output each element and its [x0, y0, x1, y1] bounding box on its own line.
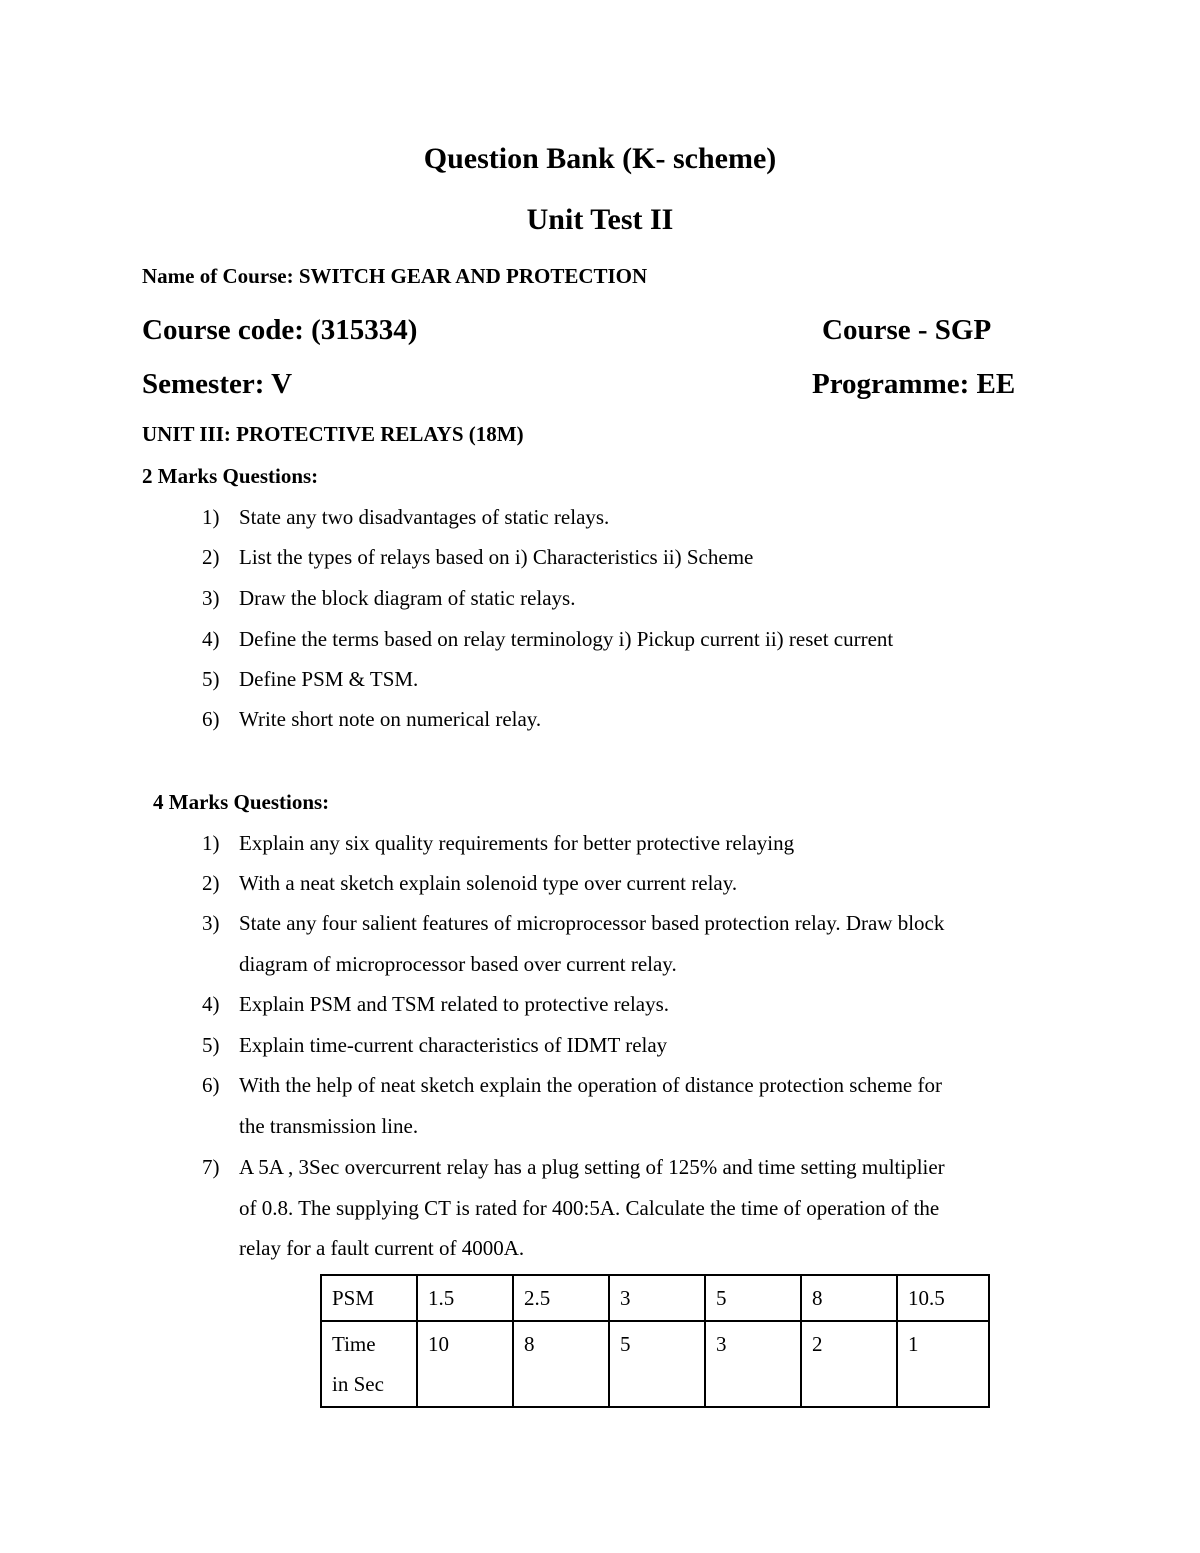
table-cell: 10.5 [897, 1275, 989, 1321]
document-subtitle: Unit Test II [526, 203, 674, 236]
question-text: Explain time-current characteristics of IDMT relay [239, 1033, 668, 1057]
table-row [321, 1321, 989, 1407]
question-text: Explain any six quality requirements for better protective relaying [239, 831, 795, 855]
question-text: Draw the block diagram of static relays. [239, 586, 576, 610]
course-short: Course - SGP [822, 314, 992, 346]
table-cell: 3 [609, 1275, 705, 1321]
semester: Semester: V [142, 368, 293, 400]
question-text: Define PSM & TSM. [239, 667, 419, 691]
table-cell: 2 [801, 1321, 897, 1407]
question-number: 3) [202, 911, 220, 935]
question-text: A 5A , 3Sec overcurrent relay has a plug setting of 125% and time setting multiplier [239, 1155, 945, 1179]
question-number: 4) [202, 992, 220, 1016]
table-cell: 8 [513, 1321, 609, 1407]
question-text: Define the terms based on relay terminology i) Pickup current ii) reset current [239, 627, 894, 651]
question-number: 2) [202, 545, 220, 569]
table-cell-line: in Sec [332, 1372, 384, 1396]
question-text: relay for a fault current of 4000A. [239, 1236, 525, 1260]
question-text: of 0.8. The supplying CT is rated for 400:5A. Calculate the time of operation of the [239, 1196, 940, 1220]
question-number: 1) [202, 831, 220, 855]
course-name: Name of Course: SWITCH GEAR AND PROTECTION [142, 264, 648, 288]
question-text: the transmission line. [239, 1114, 419, 1138]
table-cell: 3 [705, 1321, 801, 1407]
table-cell: 10 [417, 1321, 513, 1407]
table-row [321, 1275, 989, 1321]
question-text: Explain PSM and TSM related to protective relays. [239, 992, 670, 1016]
question-number: 1) [202, 505, 220, 529]
four-marks-heading: 4 Marks Questions: [153, 790, 330, 814]
table-cell: 5 [609, 1321, 705, 1407]
question-number: 6) [202, 707, 220, 731]
four-marks-question-7-continuation-1 [239, 1188, 939, 1229]
table-cell: 1 [897, 1321, 989, 1407]
question-number: 3) [202, 586, 220, 610]
question-text: List the types of relays based on i) Characteristics ii) Scheme [239, 545, 754, 569]
psm-time-table [320, 1274, 990, 1408]
question-text: Write short note on numerical relay. [239, 707, 542, 731]
table-cell: PSM [321, 1275, 417, 1321]
four-marks-question-3-continuation [239, 944, 677, 985]
question-text: State any two disadvantages of static relays. [239, 505, 610, 529]
course-code: Course code: (315334) [142, 314, 418, 346]
table-cell: 2.5 [513, 1275, 609, 1321]
question-number: 4) [202, 627, 220, 651]
question-text: State any four salient features of microprocessor based protection relay. Draw block [239, 911, 945, 935]
programme: Programme: EE [812, 368, 1016, 400]
question-text: With a neat sketch explain solenoid type over current relay. [239, 871, 738, 895]
table-cell: 5 [705, 1275, 801, 1321]
unit-heading: UNIT III: PROTECTIVE RELAYS (18M) [142, 422, 524, 446]
question-number: 5) [202, 1033, 220, 1057]
question-text: With the help of neat sketch explain the operation of distance protection scheme for [239, 1073, 942, 1097]
document-title: Question Bank (K- scheme) [423, 142, 777, 175]
four-marks-question-6-continuation [239, 1106, 418, 1147]
question-number: 7) [202, 1155, 220, 1179]
question-text: diagram of microprocessor based over current relay. [239, 952, 677, 976]
table-cell-line: Time [332, 1332, 376, 1356]
table-cell [321, 1321, 417, 1407]
question-number: 5) [202, 667, 220, 691]
table-cell: 1.5 [417, 1275, 513, 1321]
two-marks-heading: 2 Marks Questions: [142, 464, 319, 488]
question-number: 2) [202, 871, 220, 895]
four-marks-question-7-continuation-2 [239, 1228, 524, 1269]
table-cell: 8 [801, 1275, 897, 1321]
question-number: 6) [202, 1073, 220, 1097]
